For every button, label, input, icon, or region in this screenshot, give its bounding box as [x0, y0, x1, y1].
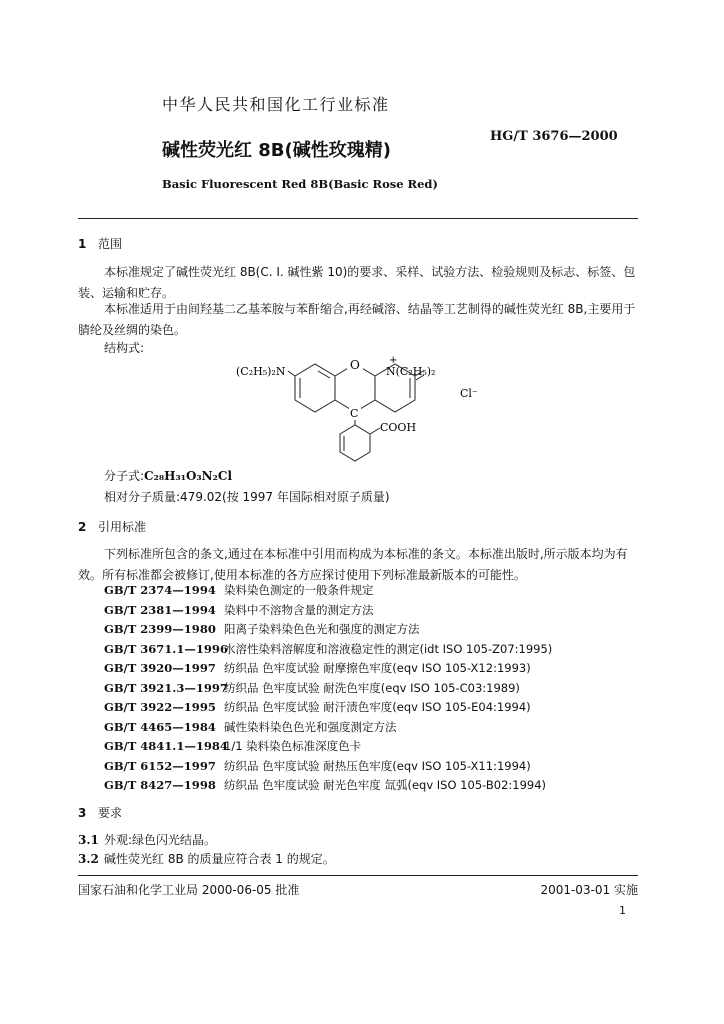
reference-code: GB/T 6152—1997	[104, 758, 216, 773]
reference-item	[104, 602, 374, 618]
reference-code: GB/T 2399—1980	[104, 622, 216, 636]
page-number: 1	[619, 904, 626, 917]
reference-item	[104, 719, 397, 735]
reference-title: 水溶性染料溶解度和溶液稳定性的测定(idt ISO 105-Z07:1995)	[224, 641, 553, 656]
header-rule	[78, 218, 638, 219]
reference-code: GB/T 2381—1994	[104, 602, 216, 617]
reference-item	[104, 641, 552, 657]
reference-item	[104, 738, 361, 754]
section-1-number: 1	[78, 237, 87, 251]
reference-item	[104, 621, 420, 637]
section-1-heading	[78, 235, 122, 252]
scope-paragraph-1: 本标准规定了碱性荧光红 8B(C. I. 碱性紫 10)的要求、采样、试验方法、检验规则及标志、标签、包装、运输和贮存。	[78, 265, 636, 300]
section-2-number: 2	[78, 520, 87, 534]
formula-label: 分子式:	[104, 469, 145, 483]
requirement-3-2-number: 3.2	[78, 852, 99, 866]
reference-title: 染料染色测定的一般条件规定	[224, 583, 374, 597]
approval-line: 国家石油和化学工业局 2000-06-05 批准	[78, 883, 300, 897]
requirement-3-2	[78, 850, 335, 867]
structure-carbon: C	[350, 407, 359, 420]
structure-oxygen: O	[350, 358, 360, 372]
reference-item	[104, 660, 531, 676]
structure-left-group: (C₂H₅)₂N	[236, 365, 286, 378]
requirement-3-1-number: 3.1	[78, 833, 99, 847]
reference-title: 阳离子染料染色色光和强度的测定方法	[224, 622, 420, 636]
structure-right-group: N(C₂H₅)₂	[386, 365, 436, 378]
scope-paragraph-2: 本标准适用于由间羟基二乙基苯胺与苯酐缩合,再经碱溶、结晶等工艺制得的碱性荧光红 8B,主要用于腈纶及丝绸的染色。	[78, 302, 636, 337]
reference-title: 1/1 染料染色标准深度色卡	[224, 739, 362, 753]
reference-item	[104, 582, 374, 598]
reference-code: GB/T 3922—1995	[104, 700, 216, 714]
section-2-heading	[78, 518, 146, 535]
reference-title: 纺织品 色牢度试验 耐洗色牢度(eqv ISO 105-C03:1989)	[224, 680, 520, 695]
structure-counter-ion: Cl⁻	[460, 387, 478, 400]
structure-label: 结构式:	[104, 341, 145, 355]
reference-code: GB/T 3920—1997	[104, 661, 216, 675]
structure-plus: +	[389, 355, 398, 366]
reference-title: 碱性染料染色色光和强度测定方法	[224, 719, 397, 734]
section-1-title: 范围	[98, 237, 123, 251]
implementation-date: 2001-03-01 实施	[540, 883, 638, 897]
reference-code: GB/T 3921.3—1997	[104, 680, 228, 695]
reference-item	[104, 758, 531, 774]
footer-rule	[78, 875, 638, 876]
requirement-3-1-text: 外观:绿色闪光结晶。	[104, 833, 217, 847]
reference-item	[104, 777, 546, 793]
requirement-3-2-text: 碱性荧光红 8B 的质量应符合表 1 的规定。	[104, 852, 335, 866]
reference-code: GB/T 2374—1994	[104, 583, 216, 597]
reference-code: GB/T 4841.1—1984	[104, 739, 228, 753]
reference-item	[104, 699, 531, 715]
standard-category: 中华人民共和国化工行业标准	[162, 95, 390, 114]
reference-code: GB/T 4465—1984	[104, 719, 216, 734]
reference-code: GB/T 8427—1998	[104, 778, 216, 792]
reference-title: 纺织品 色牢度试验 耐光色牢度 氙弧(eqv ISO 105-B02:1994)	[224, 778, 547, 792]
title-en: Basic Fluorescent Red 8B(Basic Rose Red)	[162, 177, 438, 191]
reference-title: 纺织品 色牢度试验 耐汗渍色牢度(eqv ISO 105-E04:1994)	[224, 700, 531, 714]
reference-title: 纺织品 色牢度试验 耐摩擦色牢度(eqv ISO 105-X12:1993)	[224, 661, 531, 675]
section-3-number: 3	[78, 806, 87, 820]
requirement-3-1	[78, 831, 216, 848]
reference-code: GB/T 3671.1—1996	[104, 641, 228, 656]
section-3-heading	[78, 804, 122, 821]
section-2-title: 引用标准	[98, 520, 147, 534]
reference-title: 染料中不溶物含量的测定方法	[224, 602, 374, 617]
molecular-mass: 相对分子质量:479.02(按 1997 年国际相对原子质量)	[104, 490, 390, 504]
standard-code: HG/T 3676—2000	[490, 129, 618, 144]
references-intro: 下列标准所包含的条文,通过在本标准中引用而构成为本标准的条文。本标准出版时,所示版本均为有效。所有标准都会被修订,使用本标准的各方应探讨使用下列标准最新版本的可能性。	[78, 547, 628, 582]
reference-title: 纺织品 色牢度试验 耐热压色牢度(eqv ISO 105-X11:1994)	[224, 758, 531, 773]
structure-acid: COOH	[380, 421, 417, 434]
molecular-formula	[104, 467, 232, 484]
title-cn: 碱性荧光红 8B(碱性玫瑰精)	[162, 140, 391, 161]
reference-item	[104, 680, 520, 696]
structural-formula	[230, 355, 500, 470]
section-3-title: 要求	[98, 806, 123, 820]
formula-value: C₂₈H₃₁O₃N₂Cl	[144, 469, 233, 483]
